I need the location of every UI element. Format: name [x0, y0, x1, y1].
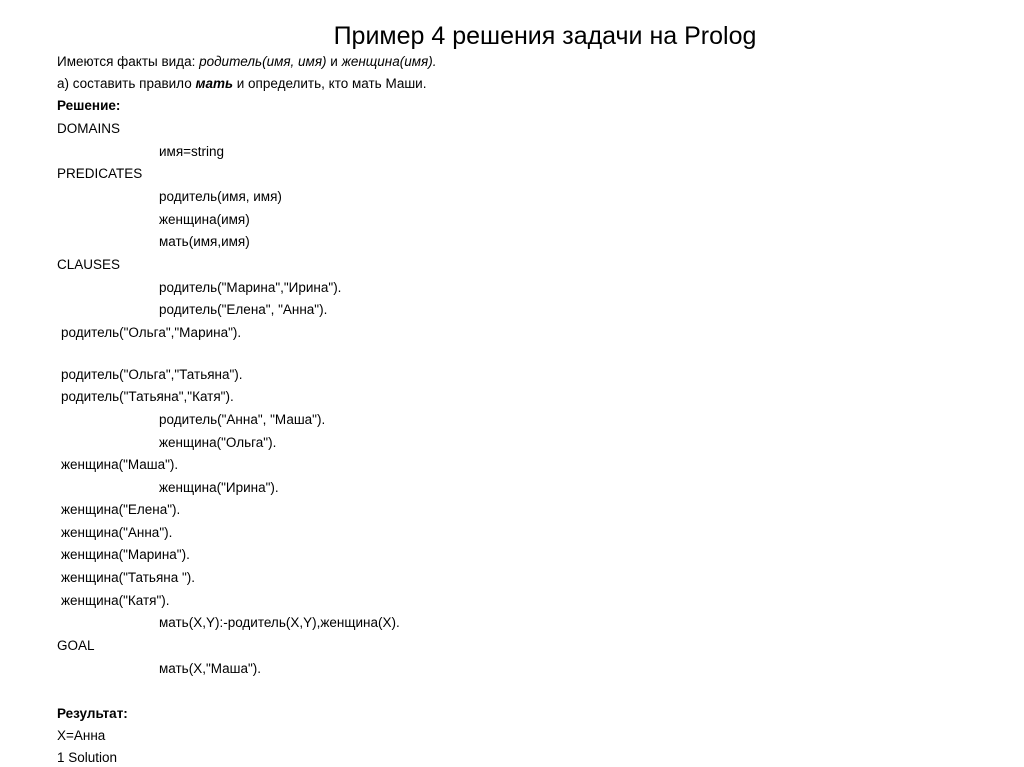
code-clause-5: родитель("Татьяна","Катя"). — [61, 389, 234, 404]
page-title: Пример 4 решения задачи на Prolog — [333, 22, 757, 50]
code-pred-3: мать(имя,имя) — [159, 234, 250, 249]
code-clause-1: родитель("Марина","Ирина"). — [159, 280, 342, 295]
code-clause-9: женщина("Ирина"). — [159, 480, 279, 495]
code-clause-10: женщина("Елена"). — [61, 502, 181, 517]
result-count: 1 Solution — [57, 750, 118, 765]
task-rule-name: мать — [195, 76, 233, 91]
code-clause-6: родитель("Анна", "Маша"). — [159, 412, 326, 427]
code-clause-3: родитель("Ольга","Марина"). — [61, 325, 242, 340]
intro-middle: и — [326, 54, 342, 69]
task-suffix: и определить, кто мать Маши. — [232, 76, 427, 91]
intro-fact-2: женщина(имя). — [341, 54, 437, 69]
code-domains-line: имя=string — [159, 144, 225, 159]
code-clause-2: родитель("Елена", "Анна"). — [159, 302, 328, 317]
code-clause-15: мать(X,Y):-родитель(X,Y),женщина(X). — [159, 615, 400, 630]
code-clause-7: женщина("Ольга"). — [159, 435, 277, 450]
code-clauses: CLAUSES — [57, 257, 121, 272]
intro-line — [57, 53, 436, 71]
result-heading: Результат: — [57, 706, 128, 721]
code-goal: GOAL — [57, 638, 95, 653]
result-answer: X=Анна — [57, 728, 106, 743]
code-clause-14: женщина("Катя"). — [61, 593, 170, 608]
code-clause-4: родитель("Ольга","Татьяна"). — [61, 367, 243, 382]
task-prefix: а) составить правило — [57, 76, 196, 91]
code-clause-12: женщина("Марина"). — [61, 547, 190, 562]
solution-heading: Решение: — [57, 98, 121, 113]
code-predicates: PREDICATES — [57, 166, 143, 181]
intro-fact-1: родитель(имя, имя) — [199, 54, 327, 69]
code-clause-11: женщина("Анна"). — [61, 525, 173, 540]
code-pred-2: женщина(имя) — [159, 212, 250, 227]
code-domains: DOMAINS — [57, 121, 121, 136]
task-line — [57, 75, 426, 93]
code-clause-8: женщина("Маша"). — [61, 457, 179, 472]
code-pred-1: родитель(имя, имя) — [159, 189, 282, 204]
code-goal-line: мать(X,"Маша"). — [159, 661, 262, 676]
intro-prefix: Имеются факты вида: — [57, 54, 200, 69]
code-clause-13: женщина("Татьяна "). — [61, 570, 196, 585]
